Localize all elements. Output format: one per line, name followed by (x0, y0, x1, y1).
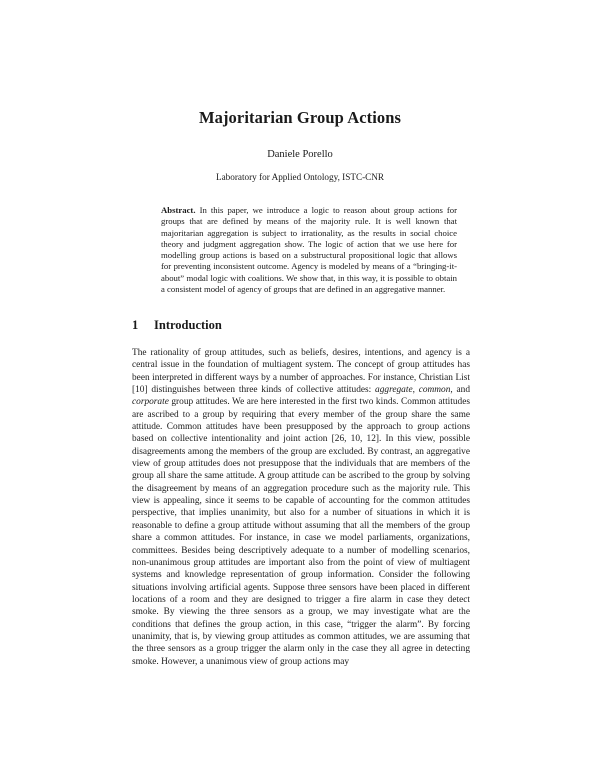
abstract-label: Abstract. (161, 205, 196, 215)
separator-2: , and (450, 385, 471, 396)
section-title: Introduction (154, 318, 222, 332)
author-affiliation: Laboratory for Applied Ontology, ISTC-CNR (215, 172, 385, 182)
abstract-text: In this paper, we introduce a logic to reason about group actions for groups that are defined by means of the majority rule. It is well known that majoritarian aggregation is subject to irrationality, as the results in social choice theory and judgment aggregation show. The logic of action that we use here for modelling group actions is based on a substructural propositional logic that allows for preventing inconsistent outcome. Agency is modeled by means of a “bringing-it-about” modal logic with coalitions. We show that, in this way, it is possible to obtain a consistent model of agency of groups that are defined in an aggregative manner. (161, 205, 458, 295)
intro-text-part-2: group attitudes. We are here interested in the first two kinds. Common attitudes are ascribed to a group by requiring that every member of the group share the same attitude. Common attitudes have been presupposed by the approach to group actions based on collective intentionality and joint action [26, 10, 12]. In this view, possible disagreements among the members of the group are excluded. By contrast, an aggregative view of group attitudes does not presuppose that the individuals that are members of the group all share the same attitude. A group attitude can be ascribed to the group by solving the disagreement by means of an aggregation procedure such as the majority rule. This view is appealing, since it seems to be capable of accounting for the common attitudes perspective, that implies unanimity, but also for a number of situations in which it is reasonable to define a group attitude without assuming that all the members of the group share a common attitudes. For instance, in case we model parliaments, organizations, committees. Besides being descriptively adequate to a number of modelling scenarios, non-unanimous group attitudes are important also from the point of view of multiagent systems and knowledge representation of group information. Consider the following situations involving artificial agents. Suppose three sensors have been placed in different locations of a room and they are designed to trigger a fire alarm in case they detect smoke. By viewing the three sensors as a group, we may investigate what are the conditions that defines the group action, in this case, “trigger the alarm”. By forcing unanimity, that is, by viewing group attitudes as common attitudes, we are assuming that the three sensors as a group trigger the alarm only in the case they all agree in detecting smoke. However, a unanimous view of group actions may (132, 397, 470, 667)
intro-paragraph (132, 347, 470, 668)
intro-text-part-1: The rationality of group attitudes, such as beliefs, desires, intentions, and agency is a central issue in the foundation of multiagent system. The concept of group attitudes has been interpreted in different ways by a number of approaches. For instance, Christian List [10] distinguishes between three kinds of collective attitudes: (132, 348, 470, 396)
separator-1: , (412, 385, 419, 396)
term-common: common (418, 385, 451, 396)
paper-title: Majoritarian Group Actions (198, 108, 402, 127)
section-number: 1 (132, 318, 139, 332)
term-corporate: corporate (132, 397, 169, 408)
abstract (161, 205, 457, 295)
section-heading (132, 318, 222, 333)
author-name: Daniele Porello (267, 149, 333, 160)
term-aggregate: aggregate (375, 385, 413, 396)
